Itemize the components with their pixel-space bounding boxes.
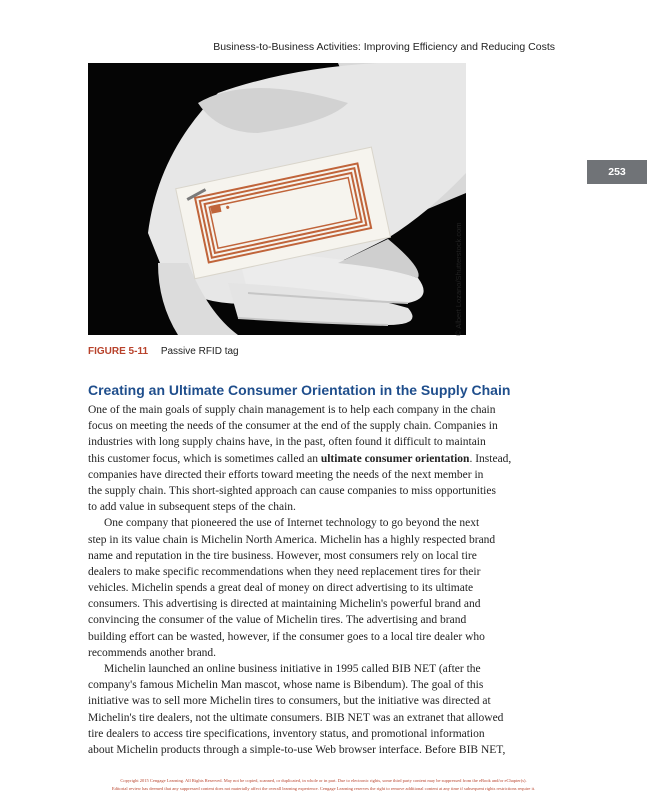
body-line: consumers. This advertising is directed at maintaining Michelin's powerful brand and [88, 598, 481, 611]
body-line: One company that pioneered the use of Internet technology to go beyond the next [104, 517, 480, 530]
body-line: tire dealers to access tire specifications, inventory status, and promotional information [88, 727, 485, 740]
body-line: vehicles. Michelin spends a great deal of money on direct advertising to its ultimate [88, 582, 474, 595]
body-line: about Michelin products through a simple-to-use Web browser interface. Before BIB NET, [88, 743, 506, 756]
key-term: ultimate consumer orientation [320, 452, 470, 465]
editorial-line: Editorial review has deemed that any suppressed content does not materially affect the overall learning experience. Cengage Learning reserves the right to remove additional content at any time if subsequent rights restrictions require it. [111, 786, 536, 791]
rfid-tag-photo [88, 63, 466, 335]
body-line: Michelin launched an online business initiative in 1995 called BIB NET (after the [104, 663, 481, 675]
body-line: Michelin's tire dealers, not the ultimate consumers. BIB NET was an extranet that allowed [88, 711, 504, 724]
copyright-footer [0, 777, 647, 793]
body-line: company's famous Michelin Man mascot, whose name is Bibendum). The goal of this [88, 679, 484, 692]
gloved-hand-holding-rfid-tag-image [88, 63, 466, 335]
body-line: to add value in subsequent steps of the chain. [88, 501, 296, 514]
body-line: dealers to make specific recommendations when they need replacement tires for their [88, 565, 481, 578]
body-line: industries with long supply chains have, in the past, often found it difficult to maintain [88, 436, 486, 449]
photo-credit: © Albert Lozano/Shutterstock.com [454, 222, 463, 336]
body-line: initiative was to sell more Michelin tires to consumers, but the initiative was directed at [88, 695, 491, 708]
figure-caption [88, 346, 239, 357]
body-line: convincing the consumer of the value of Michelin tires. The advertising and brand [88, 614, 467, 627]
body-text [88, 402, 558, 758]
body-line: building effort can be wasted, however, if the consumer goes to a local tire dealer who [88, 630, 485, 643]
body-line: One of the main goals of supply chain management is to help each company in the chain [88, 404, 496, 416]
section-heading: Creating an Ultimate Consumer Orientation in the Supply Chain [88, 382, 511, 398]
copyright-line: Copyright 2015 Cengage Learning. All Rights Reserved. May not be copied, scanned, or duplicated, in whole or in part. Due to electronic rights, some third party content may be suppressed from the eBook and/or eChapter(s). [120, 778, 527, 783]
running-head: Business-to-Business Activities: Improving Efficiency and Reducing Costs [213, 41, 555, 53]
figure-caption-text: Passive RFID tag [160, 346, 239, 357]
figure-label: FIGURE 5-11 [88, 346, 149, 357]
body-line: companies have directed their efforts toward meeting the needs of the next member in [88, 468, 484, 481]
body-line [88, 451, 558, 467]
body-line: the supply chain. This short-sighted approach can cause companies to miss opportunities [88, 484, 496, 497]
body-line: focus on meeting the needs of the consumer at the end of the supply chain. Companies in [88, 420, 498, 433]
body-line: recommends another brand. [88, 646, 217, 659]
body-line: name and reputation in the tire business. However, most consumers rely on local tire [88, 549, 477, 562]
page-number: 253 [608, 166, 626, 178]
body-text-run: . Instead, [469, 452, 512, 465]
page-number-tab [587, 160, 647, 184]
body-text-run: this customer focus, which is sometimes called an [88, 452, 321, 465]
body-line: step in its value chain is Michelin North America. Michelin has a highly respected brand [88, 533, 496, 546]
